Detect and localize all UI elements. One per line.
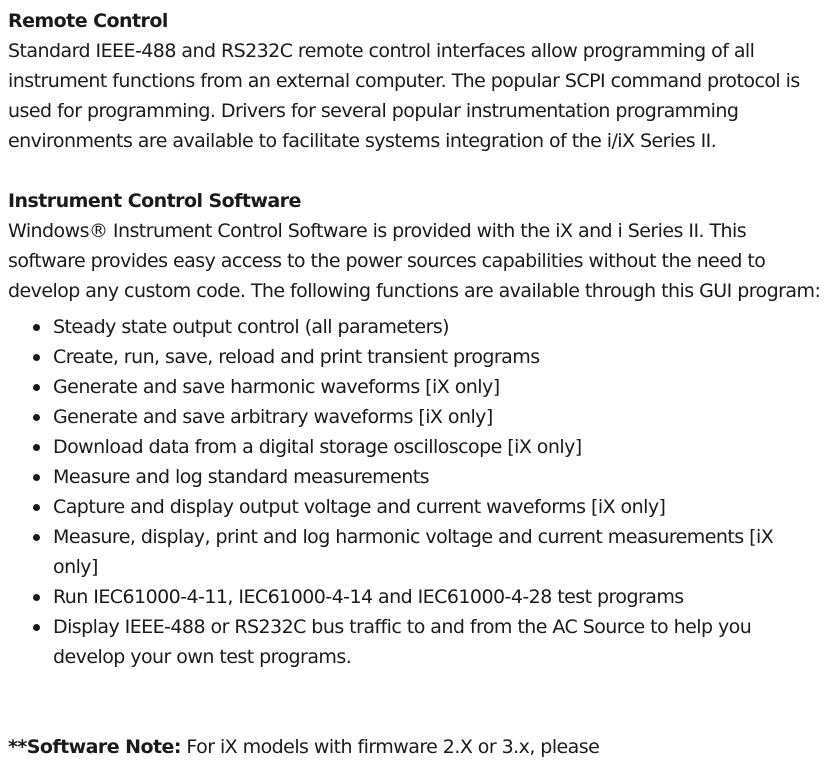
list-item-text: Run IEC61000-4-11, IEC61000-4-14 and IEC61000-4-28 test programs [53, 586, 684, 608]
bullet-icon [33, 504, 40, 511]
list-item-text: Create, run, save, reload and print transient programs [53, 346, 540, 368]
bullet-icon [33, 414, 40, 421]
list-item-text: Capture and display output voltage and current waveforms [iX only] [53, 496, 666, 518]
list-item [53, 582, 823, 612]
list-item-text: Display IEEE-488 or RS232C bus traffic to and from the AC Source to help you develop your own test programs. [53, 616, 752, 668]
list-item [53, 432, 823, 462]
list-item-text: Steady state output control (all parameters) [53, 316, 450, 338]
remote-control-section [8, 6, 823, 156]
software-heading: Instrument Control Software [8, 190, 301, 212]
list-item-text: Measure, display, print and log harmonic voltage and current measurements [iX only] [53, 526, 774, 578]
bullet-icon [33, 534, 40, 541]
software-note-text: For iX models with firmware 2.X or 3.x, please [180, 736, 600, 758]
bullet-icon [33, 384, 40, 391]
list-item [53, 372, 823, 402]
list-item [53, 402, 823, 432]
list-item [53, 462, 823, 492]
software-note [8, 732, 823, 762]
list-item [53, 612, 823, 672]
instrument-control-software-section [8, 186, 823, 672]
bullet-icon [33, 354, 40, 361]
bullet-icon [33, 444, 40, 451]
remote-control-heading: Remote Control [8, 10, 168, 32]
bullet-icon [33, 624, 40, 631]
bullet-icon [33, 474, 40, 481]
list-item [53, 312, 823, 342]
software-note-label: **Software Note: [8, 736, 181, 758]
software-body: Windows® Instrument Control Software is provided with the iX and i Series II. This software provides easy access to the power sources capabilities without the need to develop any custom code. The following functions are available through this GUI program: [8, 220, 821, 302]
remote-control-body: Standard IEEE-488 and RS232C remote control interfaces allow programming of all instrument functions from an external computer. The popular SCPI command protocol is used for programming. Drivers for several popular instrumentation programming environments are available to facilitate systems integration of the i/iX Series II. [8, 40, 800, 152]
list-item-text: Generate and save arbitrary waveforms [iX only] [53, 406, 493, 428]
list-item-text: Measure and log standard measurements [53, 466, 429, 488]
list-item-text: Generate and save harmonic waveforms [iX only] [53, 376, 500, 398]
list-item-text: Download data from a digital storage oscilloscope [iX only] [53, 436, 582, 458]
software-feature-list [8, 312, 823, 672]
bullet-icon [33, 594, 40, 601]
section-spacer [8, 156, 823, 186]
list-item [53, 522, 823, 582]
bullet-icon [33, 324, 40, 331]
list-item [53, 492, 823, 522]
list-item [53, 342, 823, 372]
